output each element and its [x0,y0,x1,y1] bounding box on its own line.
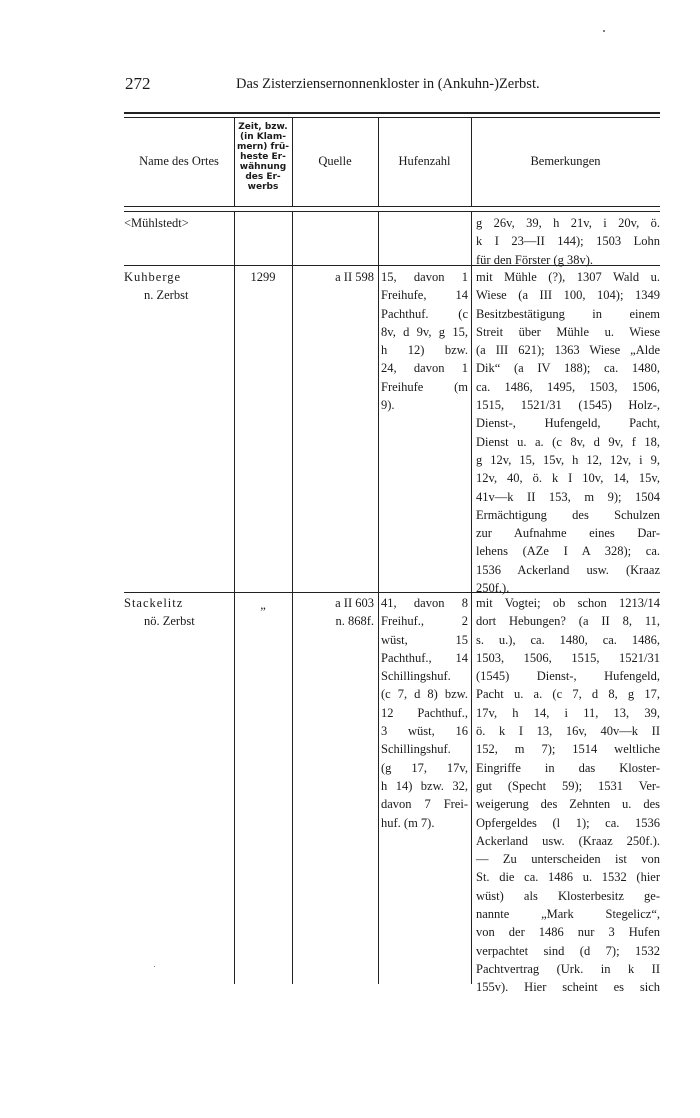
col-header-quelle: Quelle [318,154,352,168]
col-header-hufenzahl: Hufenzahl [398,154,451,168]
source-cell: a II 603 n. 868f. [335,596,374,629]
running-head: Das Zisterziensernonnenkloster in (Ankuhn-)Zerbst. [236,76,540,92]
remarks-cell: mit Mühle (?), 1307 Wald u. Wiese (a III 100, 104); 1349 Besitzbestätigung in einem Streit über Mühle u. Wiese (a III 621); 1363 Wiese „Alde Dik“ (a IV 188); ca. 1480, ca. 1486, 1495, 1503, 1506, 1515, 1521/31 (1545) Holz-, Dienst-, Hufengeld, Pacht, Dienst u. a. (c 8v, d 9v, f 18, g 12v, 15, 15v, h 12, 12v, i 9, 12v, 40, ö. k I 10v, 14, 15v, 41v—k II 153, m 9); 1504 Ermächtigung des Schulzen zur Aufnahme eines Dar- lehens (AZe I A 328); ca. 1536 Ackerland usw. (Kraaz 250f.). [476,270,660,596]
date-cell: 1299 [250,270,276,284]
date-cell: „ [260,598,266,612]
source-cell: a II 598 [335,270,374,284]
table-row [124,214,232,232]
place-location: nö. Zerbst [144,614,195,629]
remarks-cell: mit Vogtei; ob schon 1213/14 dort Hebungen? (a II 8, 11, s. u.), ca. 1480, ca. 1486, 1503, 1506, 1515, 1521/31 (1545) Dienst-, Hufengeld, Pacht u. a. (c 7, d 8, g 17, 17v, h 14, i 11, 13, 39, ö. k I 13, 16v, 40v—k II 152, m 7); 1514 weltliche Eingriffe in das Kloster- gut (Specht 59); 1531 Ver- weigerung des Zehnten u. des Opfergeldes (l 1); ca. 1536 Ackerland usw. (Kraaz 250f.). — Zu unterscheiden ist von St. die ca. 1486 u. 1532 (hier wüst) als Klosterbesitz ge- nannte „Mark Stegelicz“, von der 1486 nur 3 Hufen verpachtet sind (d 7); 1532 Pachtvertrag (Urk. in k II 155v). Hier scheint es sich [476,596,660,995]
table-row [124,594,232,631]
hufen-cell: 15, davon 1 Freihufe, 14 Pachthuf. (c 8v, d 9v, g 15, h 12) bzw. 24, davon 1 Freihufe (m 9). [381,270,468,413]
scan-speck [154,966,155,967]
header-bottom-rule [124,206,660,207]
table-top-rule-thick [124,112,660,114]
col-header-name: Name des Ortes [139,154,219,168]
hufen-cell: 41, davon 8 Freihuf., 2 wüst, 15 Pachthuf., 14 Schillingshuf. (c 7, d 8) bzw. 12 Pachthuf., 3 wüst, 16 Schillingshuf. (g 17, 17v, h 14) bzw. 32, davon 7 Frei- huf. (m 7). [381,596,468,830]
header-bottom-rule-2 [124,211,660,212]
col-divider-3 [378,212,379,984]
remarks-cell: g 26v, 39, h 21v, i 20v, ö. k I 23—II 144); 1503 Lohn für den Förster (g 38v). [476,216,660,267]
table-top-rule-thin [124,117,660,118]
place-name: Kuhberge [124,270,182,284]
place-name: <Mühlstedt> [124,216,189,230]
table-row [124,268,232,305]
col-divider-4 [471,212,472,984]
col-header-bemerkungen: Bemerkungen [530,154,601,168]
scan-speck [603,30,605,32]
page-number: 272 [125,74,151,93]
place-name: Stackelitz [124,596,184,610]
place-location: n. Zerbst [144,288,189,303]
col-header-zeit: Zeit, bzw. (in Klam- mern) frü- heste Er- wähnung des Er- werbs [236,122,290,192]
